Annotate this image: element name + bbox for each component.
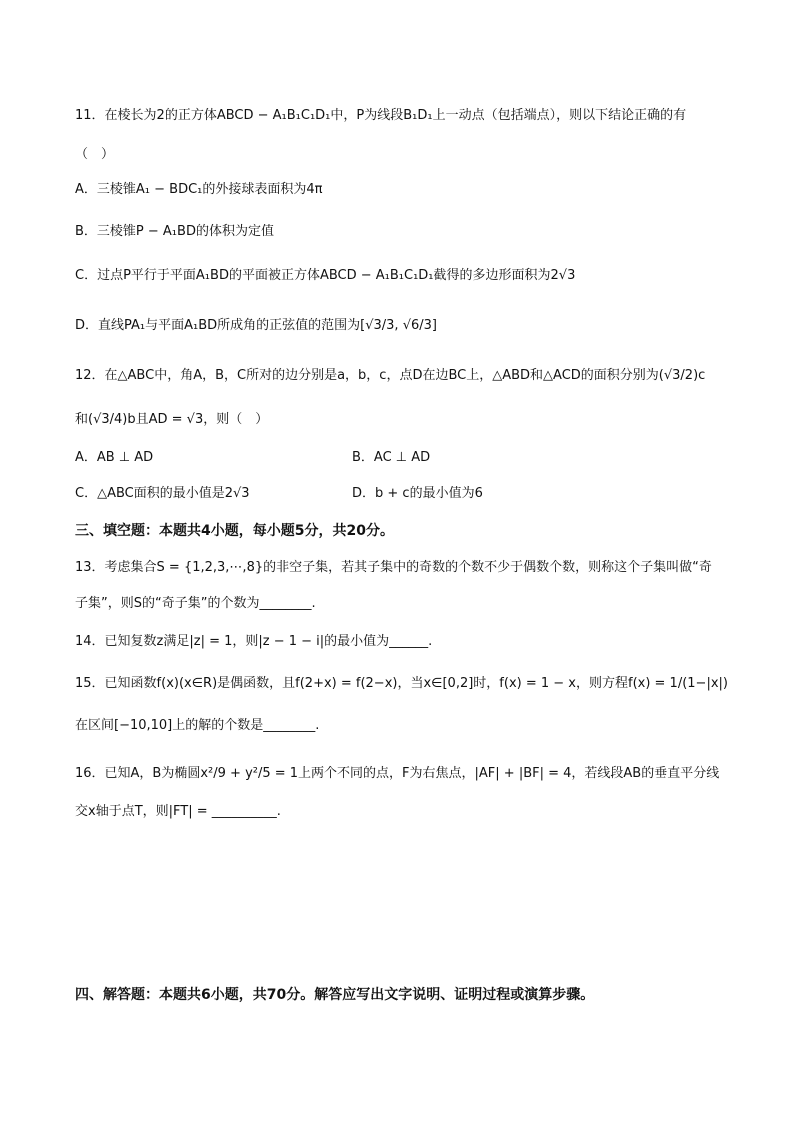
q11-option-c: C．过点P平行于平面A₁BD的平面被正方体ABCD − A₁B₁C₁D₁截得的多边形面积为2√3 [75, 268, 576, 283]
q16-line1: 16．已知A，B为椭圆x²/9 + y²/5 = 1上两个不同的点，F为右焦点，|AF| + |BF| = 4，若线段AB的垂直平分线 [75, 766, 720, 781]
q13-line2: 子集”，则S的“奇子集”的个数为________. [75, 596, 316, 611]
q12-option-c: C．△ABC面积的最小值是2√3 [75, 486, 250, 501]
q12-option-d: D．b + c的最小值为6 [352, 486, 483, 501]
q14-line: 14．已知复数z满足|z| = 1，则|z − 1 − i|的最小值为______. [75, 634, 433, 649]
q12-line2: 和(√3/4)b且AD = √3，则（ ） [75, 412, 269, 427]
section-3-heading: 三、填空题：本题共4小题，每小题5分，共20分。 [75, 523, 394, 539]
section-4-heading: 四、解答题：本题共6小题，共70分。解答应写出文字说明、证明过程或演算步骤。 [75, 987, 595, 1003]
q16-line2: 交x轴于点T，则|FT| = __________. [75, 804, 281, 819]
q13-line1: 13．考虑集合S = {1,2,3,⋯,8}的非空子集，若其子集中的奇数的个数不少于偶数个数，则称这个子集叫做“奇 [75, 560, 712, 575]
q11-option-d: D．直线PA₁与平面A₁BD所成角的正弦值的范围为[√3/3, √6/3] [75, 318, 437, 333]
q11-option-b: B．三棱锥P − A₁BD的体积为定值 [75, 224, 274, 239]
q11-option-a: A．三棱锥A₁ − BDC₁的外接球表面积为4π [75, 182, 323, 197]
q12-option-a: A．AB ⊥ AD [75, 450, 154, 465]
q11-line1: 11．在棱长为2的正方体ABCD − A₁B₁C₁D₁中，P为线段B₁D₁上一动点（包括端点），则以下结论正确的有 [75, 108, 687, 123]
q12-line1: 12．在△ABC中，角A，B，C所对的边分别是a，b，c，点D在边BC上，△ABD和△ACD的面积分别为(√3/2)c [75, 368, 706, 383]
q12-option-b: B．AC ⊥ AD [352, 450, 431, 465]
q11-line2: （ ） [75, 147, 115, 162]
q15-line1: 15．已知函数f(x)(x∈R)是偶函数，且f(2+x) = f(2−x)，当x∈[0,2]时，f(x) = 1 − x，则方程f(x) = 1/(1−|x|) [75, 676, 728, 691]
q15-line2: 在区间[−10,10]上的解的个数是________. [75, 718, 320, 733]
